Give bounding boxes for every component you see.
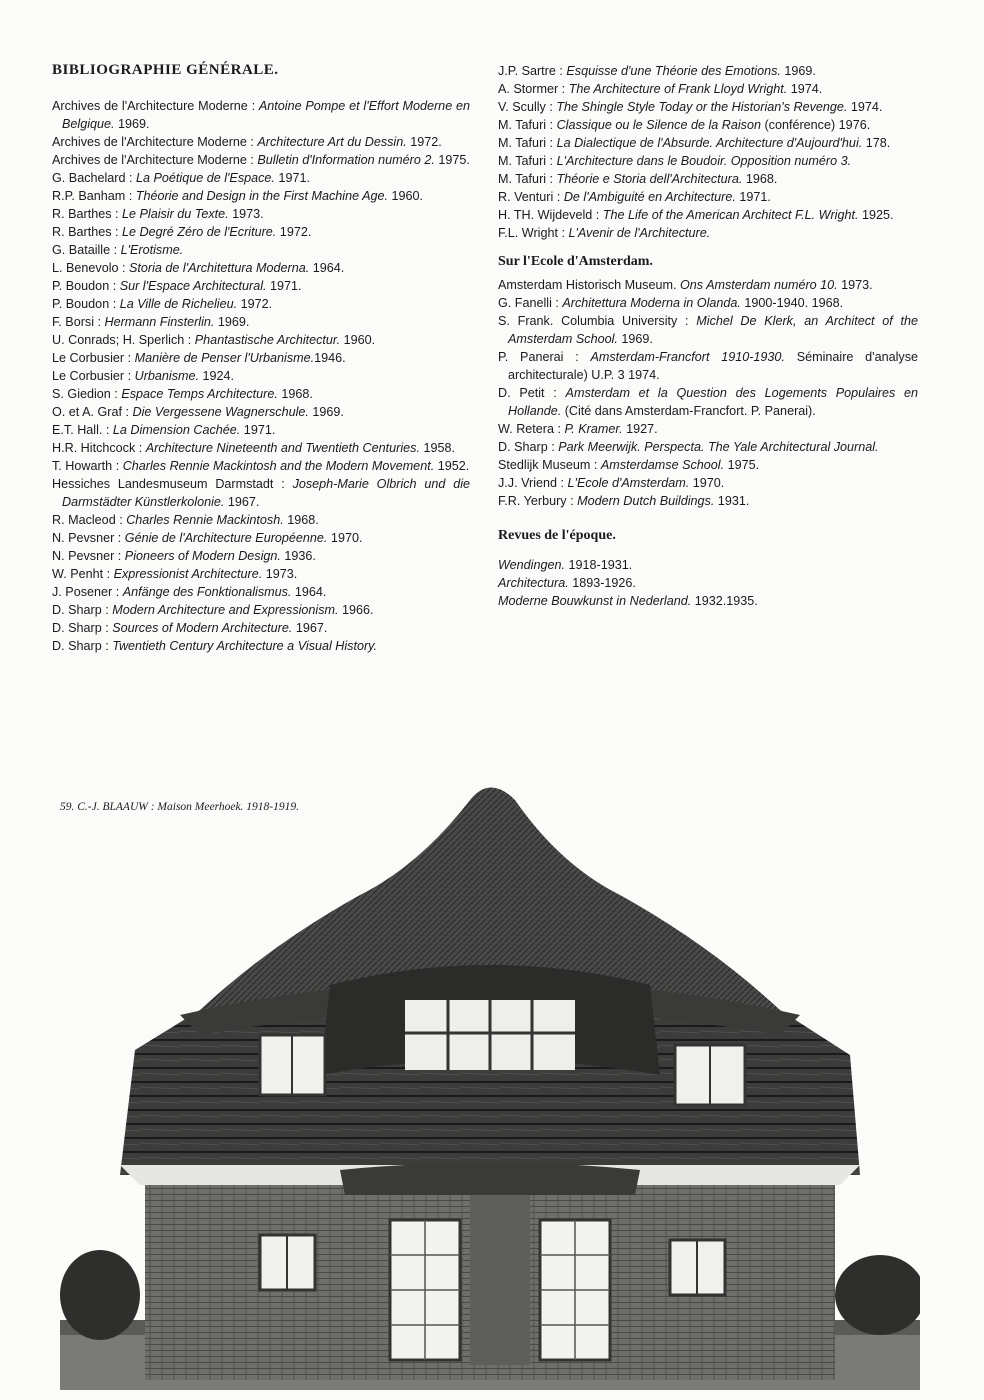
- entry-author: M. Tafuri :: [498, 154, 557, 168]
- entry-author: T. Howarth :: [52, 459, 123, 473]
- entry-title: Sur l'Espace Architectural.: [119, 279, 267, 293]
- bibliography-entry: [52, 205, 470, 223]
- entry-title: Manière de Penser l'Urbanisme.: [134, 351, 315, 365]
- bibliography-entry: [498, 492, 918, 510]
- entry-title: Pioneers of Modern Design.: [124, 549, 281, 563]
- bibliography-entry: [498, 188, 918, 206]
- bibliography-entry: [498, 474, 918, 492]
- entry-year: 1966.: [338, 603, 374, 617]
- bibliography-list: [52, 97, 470, 655]
- entry-author: Stedlijk Museum :: [498, 458, 601, 472]
- bibliography-entry: [52, 259, 470, 277]
- entry-author: L. Benevolo :: [52, 261, 130, 275]
- bibliography-entry: [498, 206, 918, 224]
- entry-title: Wendingen.: [498, 558, 565, 572]
- bibliography-entry: [52, 151, 470, 169]
- entry-title: Espace Temps Architecture.: [121, 387, 278, 401]
- bibliography-entry: [498, 98, 918, 116]
- bibliography-entry: [52, 223, 470, 241]
- entry-author: H. TH. Wijdeveld :: [498, 208, 603, 222]
- bibliography-entry: [52, 295, 470, 313]
- entry-author: D. Sharp :: [52, 603, 113, 617]
- section-heading-revues: Revues de l'époque.: [498, 528, 616, 543]
- entry-title: Charles Rennie Mackintosh.: [126, 513, 284, 527]
- entry-title: Architectura.: [498, 576, 569, 590]
- entry-year: 1969.: [214, 315, 250, 329]
- entry-year: (Cité dans Amsterdam-Francfort. P. Panerai).: [561, 404, 816, 418]
- bibliography-entry: [498, 574, 918, 592]
- bibliography-entry: [52, 529, 470, 547]
- entry-title: Classique ou le Silence de la Raison: [556, 118, 761, 132]
- entry-year: 178.: [862, 136, 891, 150]
- entry-author: Archives de l'Architecture Moderne :: [52, 153, 258, 167]
- bibliography-entry: [52, 403, 470, 421]
- entry-year: 1918-1931.: [564, 558, 633, 572]
- figure-caption: 59. C.-J. BLAAUW : Maison Meerhoek. 1918-1919.: [60, 801, 300, 813]
- entry-author: M. Tafuri :: [498, 136, 557, 150]
- entry-author: D. Sharp :: [498, 440, 559, 454]
- bibliography-heading: BIBLIOGRAPHIE GÉNÉRALE.: [52, 62, 279, 78]
- entry-title: Anfänge des Fonktionalismus.: [122, 585, 292, 599]
- entry-author: P. Boudon :: [52, 297, 120, 311]
- entry-title: Amsterdamse School.: [600, 458, 725, 472]
- entry-author: S. Giedion :: [52, 387, 122, 401]
- revues-list: [498, 556, 918, 610]
- entry-author: W. Retera :: [498, 422, 565, 436]
- bibliography-entry: [52, 583, 470, 601]
- entry-author: Archives de l'Architecture Moderne :: [52, 99, 259, 113]
- entry-author: P. Boudon :: [52, 279, 120, 293]
- entry-year: 1893-1926.: [568, 576, 636, 590]
- entry-title: The Life of the American Architect F.L. Wright.: [602, 208, 859, 222]
- bibliography-entry: [498, 134, 918, 152]
- entry-year: 1967.: [224, 495, 260, 509]
- bibliography-entry: [498, 456, 918, 474]
- entry-title: Le Degré Zéro de l'Ecriture.: [122, 225, 277, 239]
- entry-title: Expressionist Architecture.: [113, 567, 263, 581]
- entry-year: 1969.: [114, 117, 150, 131]
- entry-title: Twentieth Century Architecture a Visual History.: [112, 639, 378, 653]
- bibliography-entry: [52, 331, 470, 349]
- entry-title: Le Plaisir du Texte.: [122, 207, 229, 221]
- entry-title: Storia de l'Architettura Moderna.: [129, 261, 310, 275]
- entry-year: 1967.: [292, 621, 328, 635]
- bibliography-entry: [498, 556, 918, 574]
- entry-author: G. Bataille :: [52, 243, 121, 257]
- entry-title: Bulletin d'Information numéro 2.: [257, 153, 435, 167]
- entry-year: 1952.: [434, 459, 470, 473]
- bibliography-entry: [498, 312, 918, 348]
- entry-author: Archives de l'Architecture Moderne :: [52, 135, 258, 149]
- entry-author: W. Penht :: [52, 567, 114, 581]
- entry-year: 1927.: [622, 422, 658, 436]
- entry-author: F.L. Wright :: [498, 226, 569, 240]
- entry-year: 1972.: [276, 225, 312, 239]
- entry-year: 1900-1940. 1968.: [740, 296, 844, 310]
- entry-author: Amsterdam Historisch Museum.: [498, 278, 680, 292]
- bibliography-entry: [498, 294, 918, 312]
- section-heading-amsterdam: Sur l'Ecole d'Amsterdam.: [498, 254, 653, 269]
- entry-year: 1973.: [262, 567, 298, 581]
- bibliography-right-column: [498, 62, 918, 610]
- entry-year: 1964.: [291, 585, 327, 599]
- entry-year: 1936.: [280, 549, 316, 563]
- entry-title: Joseph-Marie Olbrich und die Darmstädter Künstlerkolonie.: [62, 477, 471, 509]
- entry-title: The Architecture of Frank Lloyd Wright.: [568, 82, 788, 96]
- entry-author: D. Sharp :: [52, 639, 113, 653]
- entry-year: 1925.: [858, 208, 894, 222]
- entry-title: Architecture Art du Dessin.: [257, 135, 407, 149]
- bibliography-entry: [52, 133, 470, 151]
- entry-author: J.P. Sartre :: [498, 64, 567, 78]
- entry-year: 1931.: [714, 494, 750, 508]
- bibliography-entry: [498, 276, 918, 294]
- entry-year: 1970.: [689, 476, 725, 490]
- entry-year: 1932.1935.: [691, 594, 758, 608]
- entry-title: Théorie and Design in the First Machine Age.: [135, 189, 389, 203]
- entry-title: La Dialectique de l'Absurde. Architecture d'Aujourd'hui.: [556, 136, 863, 150]
- bibliography-entry: [498, 152, 918, 170]
- entry-author: R.P. Banham :: [52, 189, 136, 203]
- entry-author: G. Fanelli :: [498, 296, 563, 310]
- bibliography-left-column: [52, 62, 470, 655]
- entry-title: Architettura Moderna in Olanda.: [562, 296, 741, 310]
- entry-author: R. Macleod :: [52, 513, 127, 527]
- entry-author: Le Corbusier :: [52, 369, 135, 383]
- entry-author: R. Barthes :: [52, 225, 122, 239]
- entry-year: 1958.: [419, 441, 455, 455]
- entry-title: Michel De Klerk, an Architect of the Amsterdam School.: [508, 314, 918, 346]
- entry-year: 1973.: [837, 278, 873, 292]
- bibliography-entry: [52, 169, 470, 187]
- entry-title: L'Ecole d'Amsterdam.: [567, 476, 690, 490]
- bibliography-entry: [498, 62, 918, 80]
- entry-year: 1968.: [742, 172, 778, 186]
- entry-author: U. Conrads; H. Sperlich :: [52, 333, 195, 347]
- bibliography-entry: [498, 116, 918, 134]
- entry-author: S. Frank. Columbia University :: [498, 314, 697, 328]
- entry-title: Phantastische Architectur.: [194, 333, 341, 347]
- entry-year: 1971.: [735, 190, 771, 204]
- entry-title: La Ville de Richelieu.: [119, 297, 238, 311]
- entry-author: P. Panerai :: [498, 350, 591, 364]
- entry-title: Sources of Modern Architecture.: [112, 621, 293, 635]
- entry-title: Park Meerwijk. Perspecta. The Yale Architectural Journal.: [558, 440, 879, 454]
- entry-title: The Shingle Style Today or the Historian's Revenge.: [556, 100, 848, 114]
- entry-year: 1972.: [237, 297, 273, 311]
- bibliography-entry: [52, 421, 470, 439]
- entry-author: N. Pevsner :: [52, 549, 125, 563]
- entry-author: M. Tafuri :: [498, 118, 557, 132]
- entry-year: 1975.: [434, 153, 470, 167]
- entry-title: P. Kramer.: [564, 422, 623, 436]
- bibliography-entry: [498, 170, 918, 188]
- entry-author: Le Corbusier :: [52, 351, 135, 365]
- entry-year: 1971.: [240, 423, 276, 437]
- entry-year: Séminaire d'analyse architecturale) U.P. 3 1974.: [508, 350, 918, 382]
- entry-author: D. Sharp :: [52, 621, 113, 635]
- bibliography-entry: [52, 601, 470, 619]
- bibliography-entry: [52, 97, 470, 133]
- entry-author: R. Barthes :: [52, 207, 122, 221]
- house-photograph: [60, 775, 920, 1390]
- entry-author: O. et A. Graf :: [52, 405, 133, 419]
- bibliography-list-continued: [498, 62, 918, 242]
- entry-title: Amsterdam et la Question des Logements Populaires en Hollande.: [508, 386, 919, 418]
- entry-title: Esquisse d'une Théorie des Emotions.: [566, 64, 781, 78]
- entry-title: La Dimension Cachée.: [112, 423, 241, 437]
- entry-title: Hermann Finsterlin.: [104, 315, 215, 329]
- entry-title: L'Erotisme.: [120, 243, 184, 257]
- entry-year: 1924.: [199, 369, 235, 383]
- amsterdam-school-list: [498, 276, 918, 510]
- entry-year: 1972.: [406, 135, 442, 149]
- bibliography-entry: [498, 438, 918, 456]
- bibliography-entry: [52, 367, 470, 385]
- bibliography-entry: [498, 224, 918, 242]
- entry-author: N. Pevsner :: [52, 531, 125, 545]
- entry-year: 1973.: [228, 207, 264, 221]
- entry-year: 1970.: [327, 531, 363, 545]
- bibliography-entry: [52, 475, 470, 511]
- entry-title: Antoine Pompe et l'Effort Moderne en Belgique.: [62, 99, 470, 131]
- bibliography-entry: [52, 277, 470, 295]
- entry-title: Modern Architecture and Expressionism.: [112, 603, 339, 617]
- bibliography-entry: [52, 385, 470, 403]
- entry-title: Charles Rennie Mackintosh and the Modern Movement.: [122, 459, 435, 473]
- entry-year: 1971.: [274, 171, 310, 185]
- entry-year: 1969.: [308, 405, 344, 419]
- entry-year: 1974.: [847, 100, 883, 114]
- bibliography-entry: [52, 619, 470, 637]
- entry-title: Die Vergessene Wagnerschule.: [132, 405, 309, 419]
- entry-title: De l'Ambiguité en Architecture.: [563, 190, 736, 204]
- bibliography-entry: [52, 187, 470, 205]
- bibliography-entry: [52, 439, 470, 457]
- bibliography-entry: [52, 565, 470, 583]
- entry-year: 1964.: [309, 261, 345, 275]
- entry-author: F. Borsi :: [52, 315, 105, 329]
- bibliography-entry: [498, 592, 918, 610]
- entry-year: 1968.: [277, 387, 313, 401]
- bibliography-entry: [52, 511, 470, 529]
- bibliography-entry: [498, 348, 918, 384]
- bibliography-entry: [52, 349, 470, 367]
- entry-year: 1960.: [388, 189, 424, 203]
- bibliography-entry: [52, 313, 470, 331]
- entry-author: D. Petit :: [498, 386, 566, 400]
- entry-author: E.T. Hall. :: [52, 423, 113, 437]
- entry-year: 1968.: [283, 513, 319, 527]
- entry-author: V. Scully :: [498, 100, 557, 114]
- entry-year: (conférence) 1976.: [760, 118, 871, 132]
- entry-year: 1969.: [780, 64, 816, 78]
- entry-author: A. Stormer :: [498, 82, 569, 96]
- entry-year: 1971.: [266, 279, 302, 293]
- entry-title: Amsterdam-Francfort 1910-1930.: [590, 350, 785, 364]
- entry-author: H.R. Hitchcock :: [52, 441, 146, 455]
- entry-year: 1946.: [314, 351, 346, 365]
- entry-author: R. Venturi :: [498, 190, 564, 204]
- bibliography-entry: [498, 420, 918, 438]
- entry-title: Urbanisme.: [134, 369, 199, 383]
- entry-year: 1974.: [787, 82, 823, 96]
- entry-title: Ons Amsterdam numéro 10.: [679, 278, 838, 292]
- bibliography-entry: [52, 457, 470, 475]
- entry-year: 1975.: [724, 458, 760, 472]
- entry-author: J. Posener :: [52, 585, 123, 599]
- entry-author: F.R. Yerbury :: [498, 494, 578, 508]
- entry-title: L'Avenir de l'Architecture.: [568, 226, 711, 240]
- entry-author: Hessiches Landesmuseum Darmstadt :: [52, 477, 293, 491]
- entry-title: Architecture Nineteenth and Twentieth Centuries.: [145, 441, 420, 455]
- entry-title: L'Architecture dans le Boudoir. Opposition numéro 3.: [556, 154, 852, 168]
- bibliography-entry: [52, 241, 470, 259]
- bibliography-entry: [498, 384, 918, 420]
- entry-author: G. Bachelard :: [52, 171, 136, 185]
- entry-title: La Poétique de l'Espace.: [136, 171, 275, 185]
- entry-author: M. Tafuri :: [498, 172, 557, 186]
- bibliography-entry: [52, 547, 470, 565]
- entry-title: Théorie e Storia dell'Architectura.: [556, 172, 743, 186]
- entry-title: Moderne Bouwkunst in Nederland.: [498, 594, 692, 608]
- entry-title: Génie de l'Architecture Européenne.: [124, 531, 328, 545]
- bibliography-entry: [498, 80, 918, 98]
- entry-year: 1960.: [340, 333, 376, 347]
- bibliography-entry: [52, 637, 470, 655]
- entry-author: J.J. Vriend :: [498, 476, 568, 490]
- entry-title: Modern Dutch Buildings.: [577, 494, 715, 508]
- entry-year: 1969.: [617, 332, 653, 346]
